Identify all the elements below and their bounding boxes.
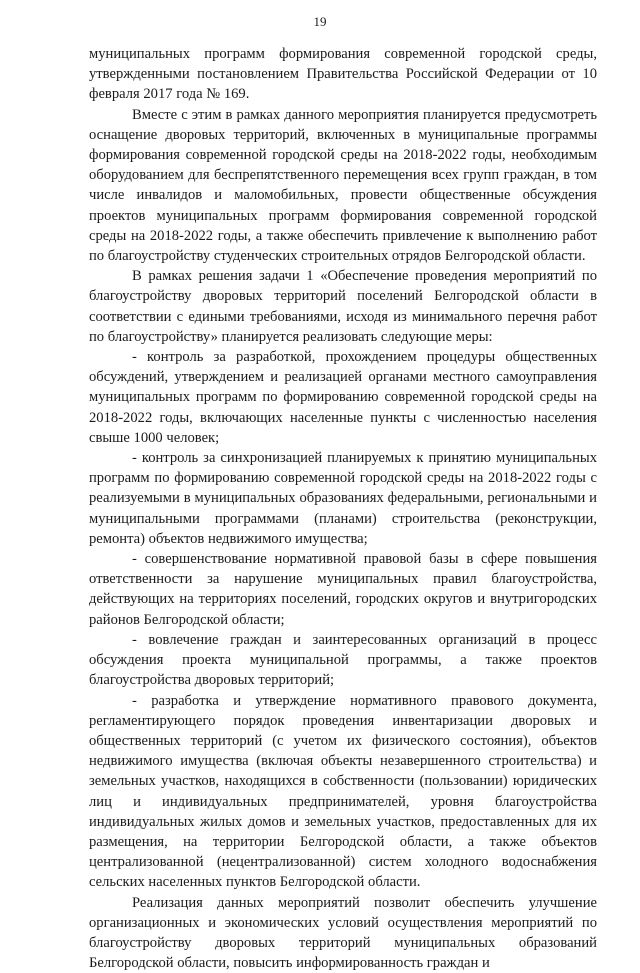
paragraph-continuation: муниципальных программ формирования современной городской среды, утвержденными постановлением Правительства Российской Федерации от 10 февраля 2017 года № 169. xyxy=(89,46,597,103)
page-number: 19 xyxy=(313,14,327,29)
paragraph-task-1-intro: В рамках решения задачи 1 «Обеспечение проведения мероприятий по благоустройству дворовых территорий поселений Белгородской области в соответствии с едиными требованиями, исходя из минимального перечня работ по благоустройству» планируется реализовать следующие меры: xyxy=(89,268,597,345)
measure-control-development: - контроль за разработкой, прохождением процедуры общественных обсуждений, утверждением и реализацией органами местного самоуправления муниципальных программ по формированию современной городской среды на 2018-2022 годы, включающих населенные пункты с численностью населения свыше 1000 человек; xyxy=(89,349,597,446)
measure-citizen-involvement: - вовлечение граждан и заинтересованных организаций в процесс обсуждения проекта муниципальной программы, а также проектов благоустройства дворовых территорий; xyxy=(89,631,597,689)
measure-regulatory-improvement: - совершенствование нормативной правовой базы в сфере повышения ответственности за нарушение муниципальных правил благоустройства, действующих на территориях поселений, городских округов и внутригородских районов Белгородской области; xyxy=(89,551,597,628)
paragraph-equipment: Вместе с этим в рамках данного мероприятия планируется предусмотреть оснащение дворовых территорий, включенных в муниципальные программы формирования современной городской среды на 2018-2022 годы, необходимым оборудованием для беспрепятственного перемещения всех групп граждан, в том числе инвалидов и маломобильных, провести общественные обсуждения проектов муниципальных программ формирования современной городской среды на 2018-2022 годы, а также обеспечить привлечение к выполнению работ по благоустройству студенческих строительных отрядов Белгородской области. xyxy=(89,106,597,265)
measure-control-synchronization: - контроль за синхронизацией планируемых к принятию муниципальных программ по формированию современной городской среды на 2018-2022 годы с реализуемыми в муниципальных образованиях федеральными, региональными и муниципальными программами (планами) строительства (реконструкции, ремонта) объектов недвижимого имущества; xyxy=(89,450,597,547)
paragraph-outcomes: Реализация данных мероприятий позволит обеспечить улучшение организационных и экономических условий осуществления мероприятий по благоустройству дворовых территорий муниципальных образований Белгородской области, повысить информированность граждан и xyxy=(89,894,597,972)
measure-inventory-document: - разработка и утверждение нормативного правового документа, регламентирующего порядок проведения инвентаризации дворовых и общественных территорий (с учетом их физического состояния), объектов недвижимого имущества (включая объекты незавершенного строительства) и земельных участков, находящихся в собственности (пользовании) юридических лиц и индивидуальных предпринимателей, уровня благоустройства индивидуальных жилых домов и земельных участков, предоставленных для их размещения, на территории Белгородской области, а также объектов централизованной (нецентрализованной) систем холодного водоснабжения сельских населенных пунктов Белгородской области. xyxy=(89,692,597,891)
document-body xyxy=(89,44,597,973)
